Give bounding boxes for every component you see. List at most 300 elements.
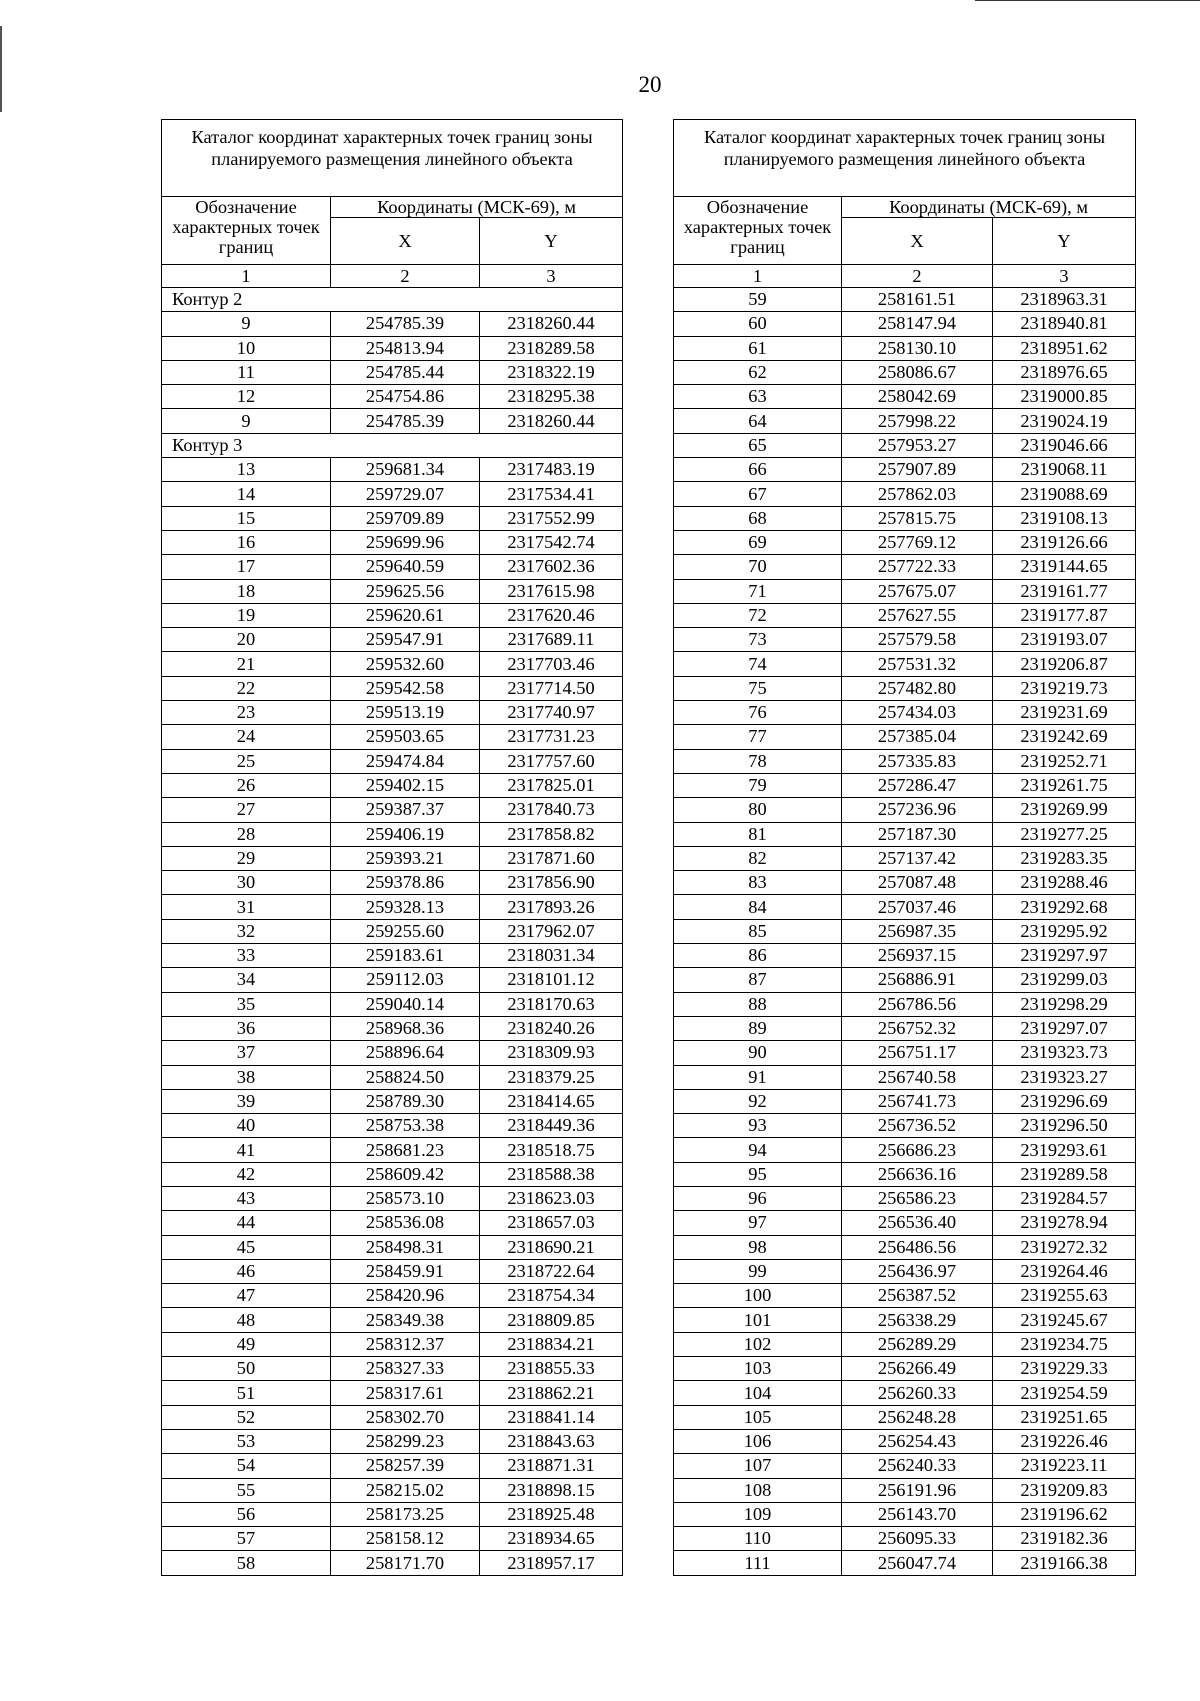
x-coordinate-cell: 259474.84 [331,749,480,773]
table-row [162,1114,623,1138]
point-number-cell: 42 [162,1162,331,1186]
point-number-cell: 64 [674,409,842,433]
x-coordinate-cell: 258215.02 [331,1478,480,1502]
point-number-cell: 96 [674,1186,842,1210]
table-row [674,1065,1136,1089]
y-coordinate-cell: 2317893.26 [480,895,623,919]
y-coordinate-cell: 2317542.74 [480,530,623,554]
table-row [674,433,1136,457]
point-number-cell: 27 [162,798,331,822]
y-coordinate-cell: 2319209.83 [993,1478,1136,1502]
y-coordinate-cell: 2319272.32 [993,1235,1136,1259]
point-number-cell: 9 [162,409,331,433]
point-number-cell: 36 [162,1016,331,1040]
y-coordinate-cell: 2317731.23 [480,725,623,749]
x-coordinate-cell: 254785.39 [331,312,480,336]
table-row [674,652,1136,676]
y-coordinate-cell: 2317483.19 [480,458,623,482]
table-row [674,1114,1136,1138]
point-number-cell: 34 [162,968,331,992]
table-row [162,1551,623,1575]
table-row [162,579,623,603]
x-coordinate-cell: 257482.80 [842,676,993,700]
table-row [162,1332,623,1356]
x-coordinate-cell: 257862.03 [842,482,993,506]
table-row [162,336,623,360]
point-number-cell: 88 [674,992,842,1016]
x-coordinate-cell: 259699.96 [331,530,480,554]
x-coordinate-cell: 258257.39 [331,1454,480,1478]
column-header-coordinates: Координаты (МСК-69), м [331,197,623,218]
y-coordinate-cell: 2318898.15 [480,1478,623,1502]
point-number-cell: 63 [674,385,842,409]
table-row [162,895,623,919]
x-coordinate-cell: 254785.44 [331,360,480,384]
x-coordinate-cell: 256191.96 [842,1478,993,1502]
x-coordinate-cell: 258317.61 [331,1381,480,1405]
y-coordinate-cell: 2319251.65 [993,1405,1136,1429]
page-number: 20 [638,72,662,97]
y-coordinate-cell: 2317602.36 [480,555,623,579]
y-coordinate-cell: 2319252.71 [993,749,1136,773]
y-coordinate-cell: 2318379.25 [480,1065,623,1089]
point-number-cell: 28 [162,822,331,846]
scan-edge-line [975,0,1200,1]
column-header-y: Y [480,218,623,265]
point-number-cell: 43 [162,1186,331,1210]
x-coordinate-cell: 258327.33 [331,1357,480,1381]
point-number-cell: 87 [674,968,842,992]
point-number-cell: 59 [674,288,842,312]
table-row [674,1186,1136,1210]
point-number-cell: 106 [674,1429,842,1453]
x-coordinate-cell: 257722.33 [842,555,993,579]
table-row [674,555,1136,579]
column-number: 2 [331,265,480,288]
y-coordinate-cell: 2319289.58 [993,1162,1136,1186]
x-coordinate-cell: 256486.56 [842,1235,993,1259]
x-coordinate-cell: 259183.61 [331,944,480,968]
y-coordinate-cell: 2317615.98 [480,579,623,603]
point-number-cell: 71 [674,579,842,603]
y-coordinate-cell: 2318925.48 [480,1502,623,1526]
x-coordinate-cell: 259040.14 [331,992,480,1016]
y-coordinate-cell: 2319245.67 [993,1308,1136,1332]
x-coordinate-cell: 259640.59 [331,555,480,579]
y-coordinate-cell: 2319206.87 [993,652,1136,676]
x-coordinate-cell: 257815.75 [842,506,993,530]
x-coordinate-cell: 256260.33 [842,1381,993,1405]
point-number-cell: 33 [162,944,331,968]
x-coordinate-cell: 258042.69 [842,385,993,409]
y-coordinate-cell: 2319283.35 [993,846,1136,870]
y-coordinate-cell: 2319264.46 [993,1259,1136,1283]
point-number-cell: 68 [674,506,842,530]
y-coordinate-cell: 2318976.65 [993,360,1136,384]
x-coordinate-cell: 256987.35 [842,919,993,943]
y-coordinate-cell: 2319226.46 [993,1429,1136,1453]
table-row [162,1041,623,1065]
x-coordinate-cell: 258171.70 [331,1551,480,1575]
table-row [674,701,1136,725]
table-row [162,603,623,627]
table-row [674,1138,1136,1162]
point-number-cell: 78 [674,749,842,773]
x-coordinate-cell: 256143.70 [842,1502,993,1526]
x-coordinate-cell: 256686.23 [842,1138,993,1162]
table-row [162,1186,623,1210]
table-row [162,773,623,797]
x-coordinate-cell: 256886.91 [842,968,993,992]
y-coordinate-cell: 2317740.97 [480,701,623,725]
table-row [162,1357,623,1381]
table-row [162,506,623,530]
point-number-cell: 23 [162,701,331,725]
table-row [162,1502,623,1526]
x-coordinate-cell: 259542.58 [331,676,480,700]
table-row [674,1502,1136,1526]
table-row [162,919,623,943]
x-coordinate-cell: 256741.73 [842,1089,993,1113]
table-row [674,676,1136,700]
y-coordinate-cell: 2319177.87 [993,603,1136,627]
point-number-cell: 109 [674,1502,842,1526]
point-number-cell: 107 [674,1454,842,1478]
point-number-cell: 16 [162,530,331,554]
point-number-cell: 92 [674,1089,842,1113]
y-coordinate-cell: 2319297.97 [993,944,1136,968]
point-number-cell: 40 [162,1114,331,1138]
y-coordinate-cell: 2318518.75 [480,1138,623,1162]
point-number-cell: 62 [674,360,842,384]
table-row [162,798,623,822]
x-coordinate-cell: 256240.33 [842,1454,993,1478]
point-number-cell: 65 [674,433,842,457]
table-row [162,1016,623,1040]
point-number-cell: 101 [674,1308,842,1332]
x-coordinate-cell: 258573.10 [331,1186,480,1210]
table-row [674,1089,1136,1113]
point-number-cell: 44 [162,1211,331,1235]
point-number-cell: 80 [674,798,842,822]
x-coordinate-cell: 258609.42 [331,1162,480,1186]
x-coordinate-cell: 256387.52 [842,1284,993,1308]
x-coordinate-cell: 256536.40 [842,1211,993,1235]
table-row [674,1284,1136,1308]
y-coordinate-cell: 2319108.13 [993,506,1136,530]
y-coordinate-cell: 2317620.46 [480,603,623,627]
point-number-cell: 55 [162,1478,331,1502]
point-number-cell: 26 [162,773,331,797]
y-coordinate-cell: 2319144.65 [993,555,1136,579]
point-number-cell: 12 [162,385,331,409]
table-row [674,1308,1136,1332]
point-number-cell: 70 [674,555,842,579]
table-row [162,1454,623,1478]
point-number-cell: 90 [674,1041,842,1065]
y-coordinate-cell: 2319161.77 [993,579,1136,603]
y-coordinate-cell: 2318260.44 [480,409,623,433]
table-row [162,1429,623,1453]
table-row [162,968,623,992]
x-coordinate-cell: 258681.23 [331,1138,480,1162]
table-title: Каталог координат характерных точек границ зоны планируемого размещения линейного объекта [162,120,623,197]
table-row [674,1259,1136,1283]
table-row [162,992,623,1016]
y-coordinate-cell: 2318031.34 [480,944,623,968]
table-row [674,458,1136,482]
point-number-cell: 89 [674,1016,842,1040]
x-coordinate-cell: 259402.15 [331,773,480,797]
point-number-cell: 57 [162,1527,331,1551]
x-coordinate-cell: 257998.22 [842,409,993,433]
y-coordinate-cell: 2319299.03 [993,968,1136,992]
y-coordinate-cell: 2317840.73 [480,798,623,822]
table-row [674,1041,1136,1065]
x-coordinate-cell: 259709.89 [331,506,480,530]
y-coordinate-cell: 2319219.73 [993,676,1136,700]
point-number-cell: 15 [162,506,331,530]
y-coordinate-cell: 2319261.75 [993,773,1136,797]
point-number-cell: 69 [674,530,842,554]
x-coordinate-cell: 257907.89 [842,458,993,482]
y-coordinate-cell: 2318841.14 [480,1405,623,1429]
table-row [674,1454,1136,1478]
y-coordinate-cell: 2319000.85 [993,385,1136,409]
point-number-cell: 60 [674,312,842,336]
table-row [674,1405,1136,1429]
y-coordinate-cell: 2318289.58 [480,336,623,360]
x-coordinate-cell: 257385.04 [842,725,993,749]
x-coordinate-cell: 258789.30 [331,1089,480,1113]
point-number-cell: 22 [162,676,331,700]
y-coordinate-cell: 2319278.94 [993,1211,1136,1235]
y-coordinate-cell: 2318862.21 [480,1381,623,1405]
table-row [674,725,1136,749]
table-row [674,1551,1136,1575]
table-row [162,360,623,384]
y-coordinate-cell: 2318963.31 [993,288,1136,312]
column-header-point-designation: Обозначение характерных точек границ [162,197,331,265]
point-number-cell: 76 [674,701,842,725]
point-number-cell: 48 [162,1308,331,1332]
point-number-cell: 98 [674,1235,842,1259]
x-coordinate-cell: 256752.32 [842,1016,993,1040]
point-number-cell: 20 [162,628,331,652]
point-number-cell: 18 [162,579,331,603]
table-row [162,1478,623,1502]
y-coordinate-cell: 2319166.38 [993,1551,1136,1575]
x-coordinate-cell: 258302.70 [331,1405,480,1429]
table-row [162,1138,623,1162]
y-coordinate-cell: 2319284.57 [993,1186,1136,1210]
point-number-cell: 93 [674,1114,842,1138]
x-coordinate-cell: 256095.33 [842,1527,993,1551]
point-number-cell: 111 [674,1551,842,1575]
y-coordinate-cell: 2319296.69 [993,1089,1136,1113]
point-number-cell: 32 [162,919,331,943]
y-coordinate-cell: 2318940.81 [993,312,1136,336]
y-coordinate-cell: 2318295.38 [480,385,623,409]
table-row [162,530,623,554]
point-number-cell: 25 [162,749,331,773]
y-coordinate-cell: 2318843.63 [480,1429,623,1453]
point-number-cell: 47 [162,1284,331,1308]
point-number-cell: 81 [674,822,842,846]
y-coordinate-cell: 2319297.07 [993,1016,1136,1040]
contour-label: Контур 2 [162,288,623,312]
table-row [162,628,623,652]
point-number-cell: 19 [162,603,331,627]
table-row [674,530,1136,554]
table-row [674,798,1136,822]
point-number-cell: 83 [674,871,842,895]
contour-row [162,433,623,457]
y-coordinate-cell: 2317714.50 [480,676,623,700]
column-number: 2 [842,265,993,288]
y-coordinate-cell: 2318855.33 [480,1357,623,1381]
y-coordinate-cell: 2318951.62 [993,336,1136,360]
x-coordinate-cell: 258824.50 [331,1065,480,1089]
point-number-cell: 85 [674,919,842,943]
x-coordinate-cell: 259620.61 [331,603,480,627]
point-number-cell: 54 [162,1454,331,1478]
point-number-cell: 10 [162,336,331,360]
x-coordinate-cell: 256786.56 [842,992,993,1016]
x-coordinate-cell: 259112.03 [331,968,480,992]
table-row [674,1235,1136,1259]
point-number-cell: 58 [162,1551,331,1575]
table-row [674,822,1136,846]
y-coordinate-cell: 2318309.93 [480,1041,623,1065]
point-number-cell: 41 [162,1138,331,1162]
table-row [162,1284,623,1308]
y-coordinate-cell: 2318722.64 [480,1259,623,1283]
x-coordinate-cell: 257531.32 [842,652,993,676]
x-coordinate-cell: 256937.15 [842,944,993,968]
x-coordinate-cell: 259532.60 [331,652,480,676]
table-row [674,992,1136,1016]
x-coordinate-cell: 257137.42 [842,846,993,870]
y-coordinate-cell: 2318260.44 [480,312,623,336]
y-coordinate-cell: 2319024.19 [993,409,1136,433]
contour-row [162,288,623,312]
table-row [162,1381,623,1405]
point-number-cell: 45 [162,1235,331,1259]
x-coordinate-cell: 259255.60 [331,919,480,943]
column-header-coordinates: Координаты (МСК-69), м [842,197,1136,218]
x-coordinate-cell: 258968.36 [331,1016,480,1040]
table-row [674,1016,1136,1040]
point-number-cell: 108 [674,1478,842,1502]
point-number-cell: 99 [674,1259,842,1283]
table-row [162,1211,623,1235]
y-coordinate-cell: 2317757.60 [480,749,623,773]
table-row [674,312,1136,336]
point-number-cell: 66 [674,458,842,482]
x-coordinate-cell: 258498.31 [331,1235,480,1259]
point-number-cell: 56 [162,1502,331,1526]
point-number-cell: 86 [674,944,842,968]
x-coordinate-cell: 258420.96 [331,1284,480,1308]
y-coordinate-cell: 2317858.82 [480,822,623,846]
x-coordinate-cell: 259729.07 [331,482,480,506]
x-coordinate-cell: 259503.65 [331,725,480,749]
y-coordinate-cell: 2318101.12 [480,968,623,992]
x-coordinate-cell: 258130.10 [842,336,993,360]
y-coordinate-cell: 2319234.75 [993,1332,1136,1356]
x-coordinate-cell: 256740.58 [842,1065,993,1089]
column-number: 1 [162,265,331,288]
y-coordinate-cell: 2318170.63 [480,992,623,1016]
y-coordinate-cell: 2318754.34 [480,1284,623,1308]
y-coordinate-cell: 2319255.63 [993,1284,1136,1308]
x-coordinate-cell: 254813.94 [331,336,480,360]
table-row [162,1527,623,1551]
table-row [674,1527,1136,1551]
table-row [674,1381,1136,1405]
x-coordinate-cell: 257037.46 [842,895,993,919]
table-row [674,288,1136,312]
column-header-y: Y [993,218,1136,265]
x-coordinate-cell: 258158.12 [331,1527,480,1551]
table-row [674,1332,1136,1356]
point-number-cell: 38 [162,1065,331,1089]
point-number-cell: 13 [162,458,331,482]
point-number-cell: 104 [674,1381,842,1405]
x-coordinate-cell: 256047.74 [842,1551,993,1575]
x-coordinate-cell: 259547.91 [331,628,480,652]
point-number-cell: 84 [674,895,842,919]
point-number-cell: 21 [162,652,331,676]
coordinate-catalog-table-right [673,119,1136,1576]
x-coordinate-cell: 256266.49 [842,1357,993,1381]
point-number-cell: 74 [674,652,842,676]
x-coordinate-cell: 256636.16 [842,1162,993,1186]
y-coordinate-cell: 2319298.29 [993,992,1136,1016]
y-coordinate-cell: 2318240.26 [480,1016,623,1040]
table-row [162,822,623,846]
y-coordinate-cell: 2317856.90 [480,871,623,895]
table-row [674,482,1136,506]
table-row [162,652,623,676]
x-coordinate-cell: 258299.23 [331,1429,480,1453]
x-coordinate-cell: 258312.37 [331,1332,480,1356]
table-row [162,312,623,336]
table-row [674,603,1136,627]
point-number-cell: 105 [674,1405,842,1429]
table-row [674,1162,1136,1186]
table-row [674,1357,1136,1381]
point-number-cell: 110 [674,1527,842,1551]
point-number-cell: 30 [162,871,331,895]
point-number-cell: 77 [674,725,842,749]
column-header-x: X [842,218,993,265]
y-coordinate-cell: 2319242.69 [993,725,1136,749]
table-row [674,944,1136,968]
x-coordinate-cell: 258086.67 [842,360,993,384]
x-coordinate-cell: 257087.48 [842,871,993,895]
y-coordinate-cell: 2319323.27 [993,1065,1136,1089]
y-coordinate-cell: 2318657.03 [480,1211,623,1235]
y-coordinate-cell: 2317552.99 [480,506,623,530]
x-coordinate-cell: 257236.96 [842,798,993,822]
table-row [674,360,1136,384]
table-row [162,1065,623,1089]
table-row [162,1405,623,1429]
point-number-cell: 67 [674,482,842,506]
table-row [162,409,623,433]
